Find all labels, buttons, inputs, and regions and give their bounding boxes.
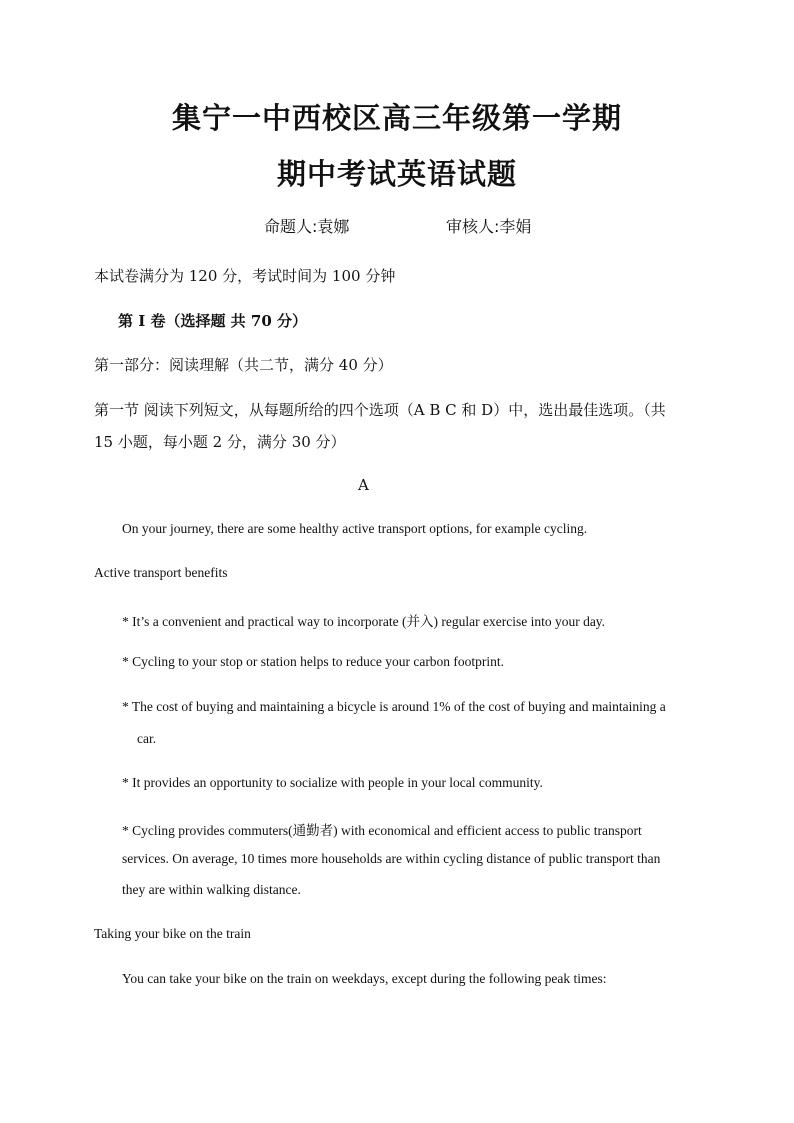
bullet-item: * Cycling provides commuters(通勤者) with economical and efficient access to public transport [122, 823, 642, 838]
reviewer-credit: 审核人:李娟 [446, 217, 532, 236]
section1-instructions-line1: 第一节 阅读下列短文，从每题所给的四个选项（A B C 和 D）中，选出最佳选项。（共 [94, 401, 666, 419]
passage-intro: On your journey, there are some healthy active transport options, for example cycling. [122, 521, 588, 536]
heading-bike-on-train: Taking your bike on the train [94, 926, 251, 941]
section1-instructions-line2: 15 小题，每小题 2 分，满分 30 分） [94, 433, 346, 451]
bullet-item-continuation: services. On average, 10 times more households are within cycling distance of public transport than [122, 851, 661, 866]
volume-title: 第 I 卷（选择题 共 70 分） [118, 312, 308, 330]
train-paragraph: You can take your bike on the train on weekdays, except during the following peak times: [122, 971, 607, 986]
exam-title-line2: 期中考试英语试题 [276, 157, 517, 191]
part1-title: 第一部分：阅读理解（共二节，满分 40 分） [94, 356, 393, 374]
bullet-item: * The cost of buying and maintaining a bicycle is around 1% of the cost of buying and maintaining a [122, 699, 666, 714]
bullet-item: * Cycling to your stop or station helps to reduce your carbon footprint. [122, 654, 505, 669]
bullet-item: * It’s a convenient and practical way to incorporate (并入) regular exercise into your day. [122, 614, 606, 629]
exam-title-line1: 集宁一中西校区高三年级第一学期 [171, 101, 622, 135]
bullet-item-continuation: they are within walking distance. [122, 882, 301, 897]
passage-label: A [358, 476, 369, 494]
exam-info: 本试卷满分为 120 分，考试时间为 100 分钟 [94, 267, 396, 285]
bullet-item: * It provides an opportunity to socialize with people in your local community. [122, 775, 543, 790]
heading-active-transport: Active transport benefits [94, 565, 228, 580]
bullet-item-continuation: car. [137, 731, 157, 746]
author-credit: 命题人:袁娜 [264, 217, 350, 236]
